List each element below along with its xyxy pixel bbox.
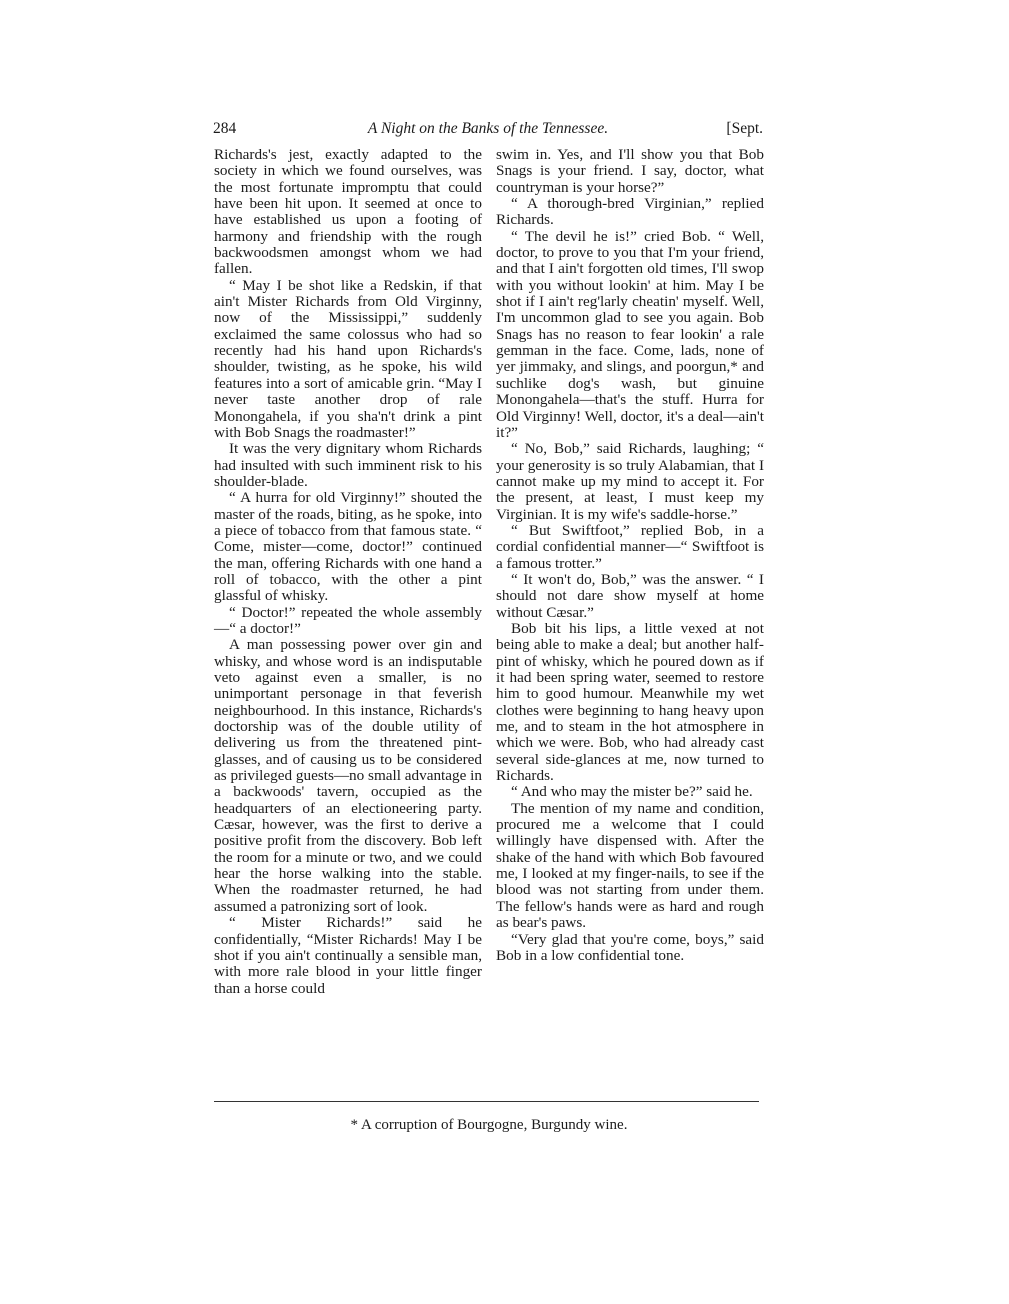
page-number: 284 (213, 120, 237, 137)
paragraph: “ Mister Richards!” said he confidentially, “Mister Richards! May I be shot if you ain't continually a sensible man, with more rale blood in your little finger than a horse could (214, 914, 482, 997)
paragraph: A man possessing power over gin and whisky, and whose word is an indisputable veto against even a smaller, is no unimportant personage in that feverish neighbourhood. In this instance, Richards's doctorship was of the double utility of delivering us from the threatened pint-glasses, and of causing us to be considered as privileged guests—no small advantage in a backwoods' tavern, occupied as the headquarters of an electioneering party. Cæsar, however, was the first to derive a positive profit from the discovery. Bob left the room for a minute or two, and we could hear the horse walking into the stable. When the roadmaster returned, he had assumed a patronizing sort of look. (214, 636, 482, 915)
paragraph: “ Doctor!” repeated the whole assembly—“ a doctor!” (214, 603, 482, 637)
paragraph: “ May I be shot like a Redskin, if that ain't Mister Richards from Old Virginny, now of the Mississippi,” suddenly exclaimed the same colossus who had so recently had his hand upon Richards's shoulder, twisting, as he spoke, his wild features into a sort of amicable grin. “May I never taste another drop of rale Monongahela, if you sha'n't drink a pint with Bob Snags the roadmaster!” (214, 276, 482, 441)
paragraph: The mention of my name and condition, procured me a welcome that I could willingly have dispensed with. After the shake of the hand with which Bob favoured me, I looked at my finger-nails, to see if the blood was not starting from under them. The fellow's hands were as hard and rough as bear's paws. (496, 799, 764, 932)
footnote-divider (214, 1101, 759, 1102)
paragraph: Bob bit his lips, a little vexed at not being able to make a deal; but another half-pint of whisky, which he poured down as if it had been spring water, seemed to restore him to good humour. Meanwhile my wet clothes were beginning to hang heavy upon me, and to steam in the hot atmosphere in which we were. Bob, who had already cast several side-glances at me, now turned to Richards. (496, 619, 764, 785)
paragraph: “ But Swiftfoot,” replied Bob, in a cordial confidential manner—“ Swiftfoot is a famous trotter.” (496, 521, 764, 572)
paragraph: “ The devil he is!” cried Bob. “ Well, doctor, to prove to you that I'm your friend, and that I ain't forgotten old times, I'll swop with you without lookin' at him. May I be shot if I ain't reg'larly cheatin' myself. Well, I'm uncommon glad to see you again. Bob Snags has no reason to fear lookin' a rale gemman in the face. Come, lads, none of yer jimmaky, and slings, and poorgun,* and suchlike dog's wash, but ginuine Monongahela—that's the stuff. Hurra for Old Virginny! Well, doctor, it's a deal—ain't it?” (496, 227, 764, 441)
left-column (214, 147, 482, 997)
issue-month: [Sept. (726, 120, 763, 137)
paragraph: “ A thorough-bred Virginian,” replied Richards. (496, 195, 764, 229)
running-header (213, 119, 763, 139)
right-column (496, 147, 764, 964)
footnote: * A corruption of Bourgogne, Burgundy wine. (350, 1117, 628, 1133)
paragraph: swim in. Yes, and I'll show you that Bob Snags is your friend. I say, doctor, what countryman is your horse?” (496, 146, 764, 196)
paragraph: It was the very dignitary whom Richards had insulted with such imminent risk to his shoulder-blade. (214, 440, 482, 490)
paragraph: “Very glad that you're come, boys,” said Bob in a low confidential tone. (496, 930, 764, 964)
paragraph: “ No, Bob,” said Richards, laughing; “ your generosity is so truly Alabamian, that I cannot make up my mind to accept it. For the present, at least, I must keep my Virginian. It is my wife's saddle-horse.” (496, 440, 764, 523)
paragraph: Richards's jest, exactly adapted to the society in which we found ourselves, was the most fortunate impromptu that could have been hit upon. It seemed at once to have established us upon a footing of harmony and friendship with the rough backwoodsmen amongst whom we had fallen. (214, 146, 482, 278)
paragraph: “ A hurra for old Virginny!” shouted the master of the roads, biting, as he spoke, into a piece of tobacco from that famous state. “ Come, mister—come, doctor!” continued the man, offering Richards with one hand a roll of tobacco, with the other a pint glassful of whisky. (214, 489, 482, 605)
running-title: A Night on the Banks of the Tennessee. (367, 120, 609, 137)
paragraph: “ It won't do, Bob,” was the answer. “ I should not dare show myself at home without Cæsar.” (496, 570, 764, 621)
paragraph: “ And who may the mister be?” said he. (511, 783, 753, 801)
